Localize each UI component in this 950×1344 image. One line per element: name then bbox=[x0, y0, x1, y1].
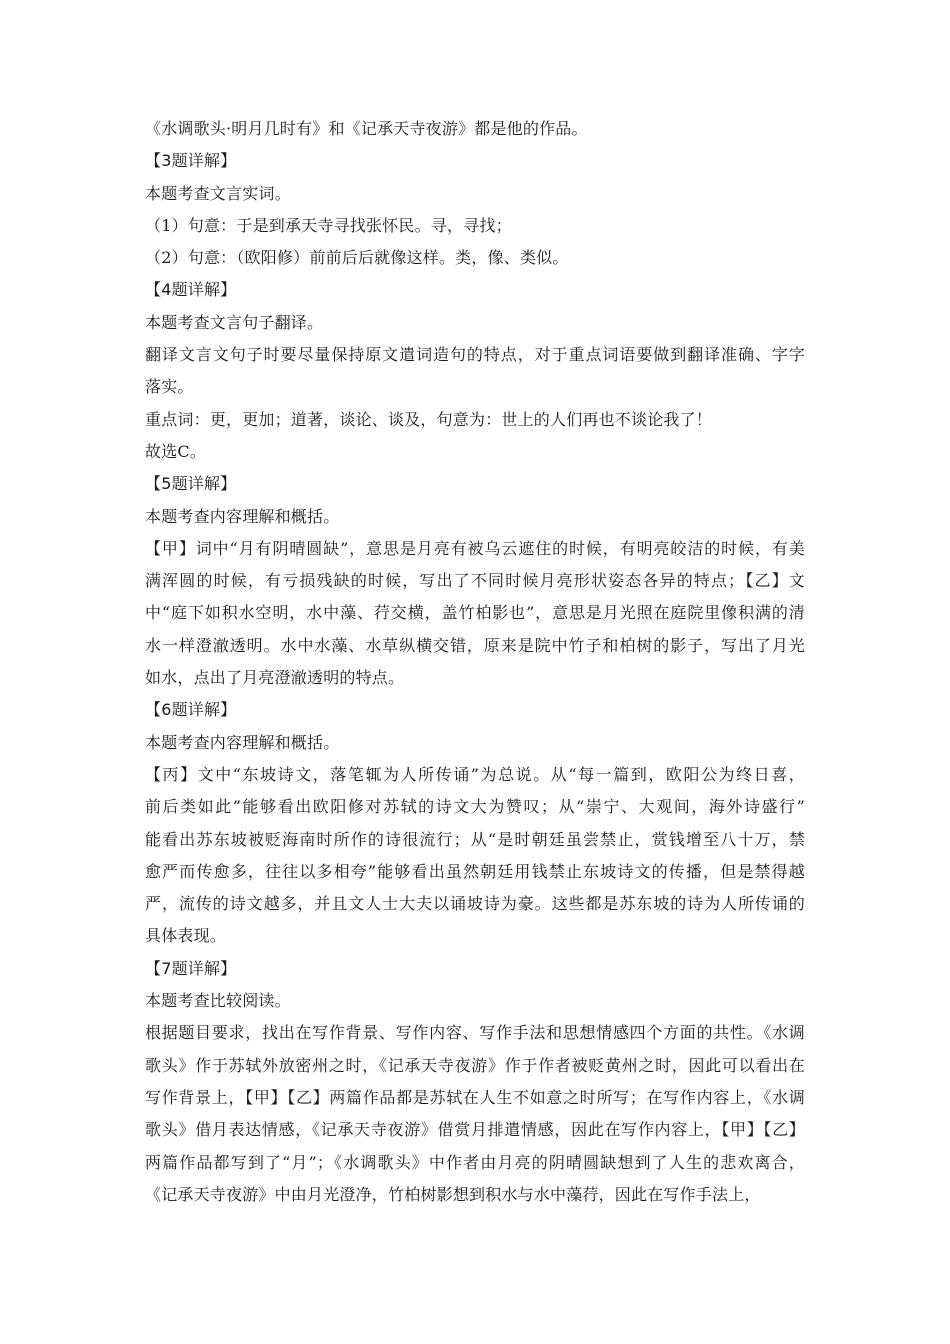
text-line: 歌头》借月表达情感，《记承天寺夜游》借赏月排遣情感，因此在写作内容上，【甲】【乙】 bbox=[145, 1120, 805, 1140]
text-line: 《记承天寺夜游》中由月光澄净，竹柏树影想到积水与水中藻荇，因此在写作手法上， bbox=[145, 1184, 761, 1204]
section-heading: 【3题详解】 bbox=[145, 151, 237, 171]
text-line: 本题考查文言实词。 bbox=[145, 183, 291, 203]
text-line: 本题考查文言句子翻译。 bbox=[145, 312, 324, 332]
text-line: 两篇作品都写到了“月”；《水调歌头》中作者由月亮的阴晴圆缺想到了人生的悲欢离合， bbox=[145, 1152, 805, 1172]
text-line: 写作背景上，【甲】【乙】两篇作品都是苏轼在人生不如意之时所写；在写作内容上，《水调 bbox=[145, 1087, 805, 1107]
text-line: 根据题目要求，找出在写作背景、写作内容、写作手法和思想情感四个方面的共性。《水调 bbox=[145, 1023, 805, 1043]
section-heading: 【7题详解】 bbox=[145, 958, 237, 978]
text-line: 《水调歌头·明月几时有》和《记承天寺夜游》都是他的作品。 bbox=[145, 119, 588, 138]
text-line: 中“庭下如积水空明，水中藻、荇交横，盖竹柏影也”，意思是月光照在庭院里像积满的清 bbox=[145, 603, 805, 623]
text-line: 本题考查内容理解和概括。 bbox=[145, 506, 340, 526]
text-line: 如水，点出了月亮澄澈透明的特点。 bbox=[145, 668, 405, 688]
text-line: 水一样澄澈透明。水中水藻、水草纵横交错，原来是院中竹子和柏树的影子，写出了月光 bbox=[145, 635, 805, 655]
document-body bbox=[145, 113, 805, 1211]
section-heading: 【4题详解】 bbox=[145, 280, 237, 300]
text-line: 重点词：更，更加；道著，谈论、谈及，句意为：世上的人们再也不谈论我了！ bbox=[145, 409, 713, 429]
text-line: 愈严而传愈多，往往以多相夸”能够看出虽然朝廷用钱禁止东坡诗文的传播，但是禁得越 bbox=[145, 861, 805, 881]
section-heading: 【5题详解】 bbox=[145, 474, 237, 494]
text-line: （1）句意：于是到承天寺寻找张怀民。寻，寻找； bbox=[145, 215, 512, 235]
text-line: 具体表现。 bbox=[145, 926, 227, 946]
text-line: 翻译文言文句子时要尽量保持原文遣词造句的特点，对于重点词语要做到翻译准确、字字 bbox=[145, 345, 805, 365]
text-line: 满浑圆的时候，有亏损残缺的时候，写出了不同时候月亮形状姿态各异的特点；【乙】文 bbox=[145, 571, 805, 591]
text-line: 本题考查内容理解和概括。 bbox=[145, 732, 340, 752]
text-line: （2）句意：（欧阳修）前前后后就像这样。类，像、类似。 bbox=[145, 248, 569, 268]
text-line: 【甲】词中“月有阴晴圆缺”，意思是月亮有被乌云遮住的时候，有明亮皎洁的时候，有美 bbox=[145, 538, 805, 558]
text-line: 能看出苏东坡被贬海南时所作的诗很流行；从“是时朝廷虽尝禁止，赏钱增至八十万，禁 bbox=[145, 829, 805, 849]
text-line: 落实。 bbox=[145, 377, 194, 397]
text-line: 本题考查比较阅读。 bbox=[145, 991, 291, 1011]
text-line: 歌头》作于苏轼外放密州之时，《记承天寺夜游》作于作者被贬黄州之时，因此可以看出在 bbox=[145, 1055, 805, 1075]
text-line: 故选C。 bbox=[145, 441, 207, 461]
text-line: 【丙】文中“东坡诗文，落笔辄为人所传诵”为总说。从“每一篇到，欧阳公为终日喜， bbox=[145, 764, 805, 784]
text-line: 严，流传的诗文越多，并且文人士大夫以诵坡诗为豪。这些都是苏东坡的诗为人所传诵的 bbox=[145, 894, 805, 914]
text-line: 前后类如此”能够看出欧阳修对苏轼的诗文大为赞叹；从“崇宁、大观间，海外诗盛行” bbox=[145, 797, 805, 817]
section-heading: 【6题详解】 bbox=[145, 700, 237, 720]
